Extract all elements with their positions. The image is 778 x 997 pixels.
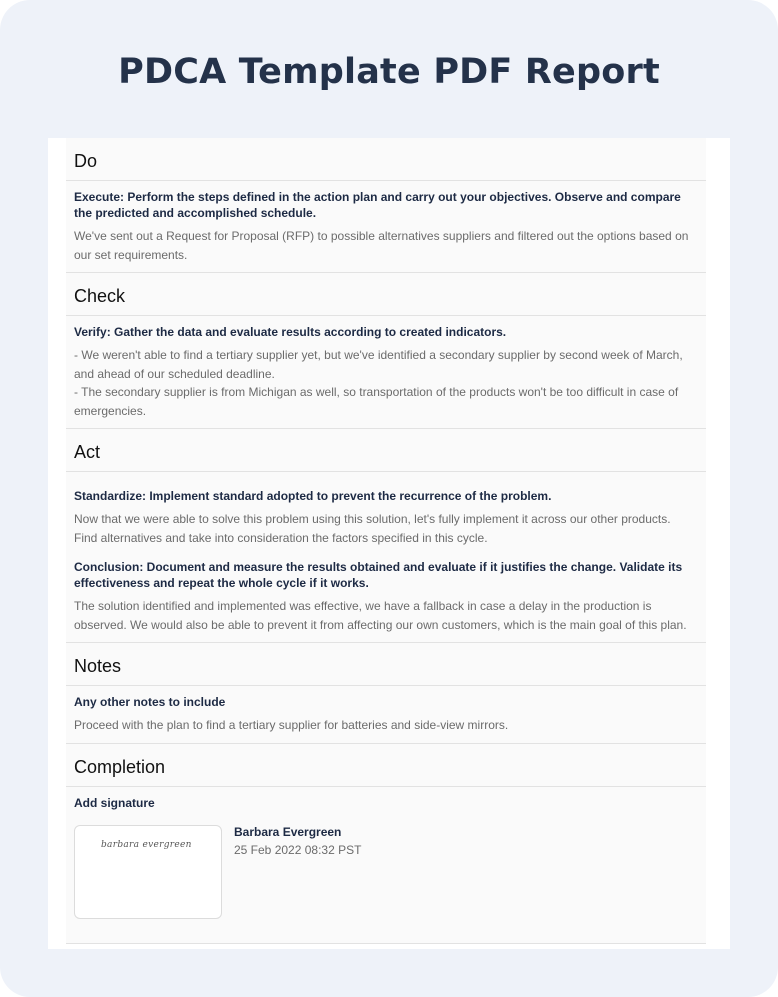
- section-check-body: [66, 316, 706, 429]
- act-answer-conclusion: The solution identified and implemented was effective, we have a fallback in case a delay in the production is observed. We would also be able to prevent it from affecting our own customers, which is the main goal of this plan.: [74, 599, 687, 632]
- section-act-heading: Act: [66, 429, 706, 472]
- section-do-heading: Do: [66, 138, 706, 181]
- report-sheet: [66, 138, 706, 944]
- section-check-heading: Check: [66, 273, 706, 316]
- act-question-conclusion: Conclusion: Document and measure the results obtained and evaluate if it justifies the change. Validate its effectiveness and repeat the whole cycle if it works.: [74, 560, 683, 590]
- signature-row: [74, 825, 696, 935]
- signer-name: Barbara Evergreen: [234, 824, 342, 839]
- signed-date: 25 Feb 2022 08:32 PST: [234, 842, 362, 857]
- act-question-standardize: Standardize: Implement standard adopted to prevent the recurrence of the problem.: [74, 489, 552, 503]
- do-question: Execute: Perform the steps defined in the action plan and carry out your objectives. Observe and compare the predicted and accomplished schedule.: [74, 190, 681, 220]
- check-question: Verify: Gather the data and evaluate results according to created indicators.: [74, 325, 507, 339]
- notes-answer: Proceed with the plan to find a tertiary supplier for batteries and side-view mirrors.: [74, 718, 509, 732]
- section-notes-heading: Notes: [66, 643, 706, 686]
- section-completion-heading: Completion: [66, 744, 706, 787]
- check-answer: - We weren't able to find a tertiary supplier yet, but we've identified a secondary supplier by second week of March, and ahead of our scheduled deadline. - The secondary supplier is from Michigan as well, so transportation of the products won't be too difficult in case of emergencies.: [74, 348, 683, 418]
- section-notes-body: [66, 686, 706, 744]
- completion-question: Add signature: [74, 795, 155, 810]
- signature-image: barbara evergreen: [101, 839, 192, 850]
- page-title: PDCA Template PDF Report: [118, 52, 660, 92]
- act-answer-standardize: Now that we were able to solve this problem using this solution, let's fully implement it across our other products. Find alternatives and take into consideration the factors specified in this cycle.: [74, 512, 671, 545]
- signature-box: [74, 825, 222, 919]
- section-completion-body: [66, 787, 706, 944]
- do-answer: We've sent out a Request for Proposal (RFP) to possible alternatives suppliers and filtered out the options based on our set requirements.: [74, 229, 689, 262]
- section-do-body: [66, 181, 706, 273]
- notes-question: Any other notes to include: [74, 695, 226, 709]
- report-document: [48, 138, 730, 949]
- section-act-body: [66, 472, 706, 643]
